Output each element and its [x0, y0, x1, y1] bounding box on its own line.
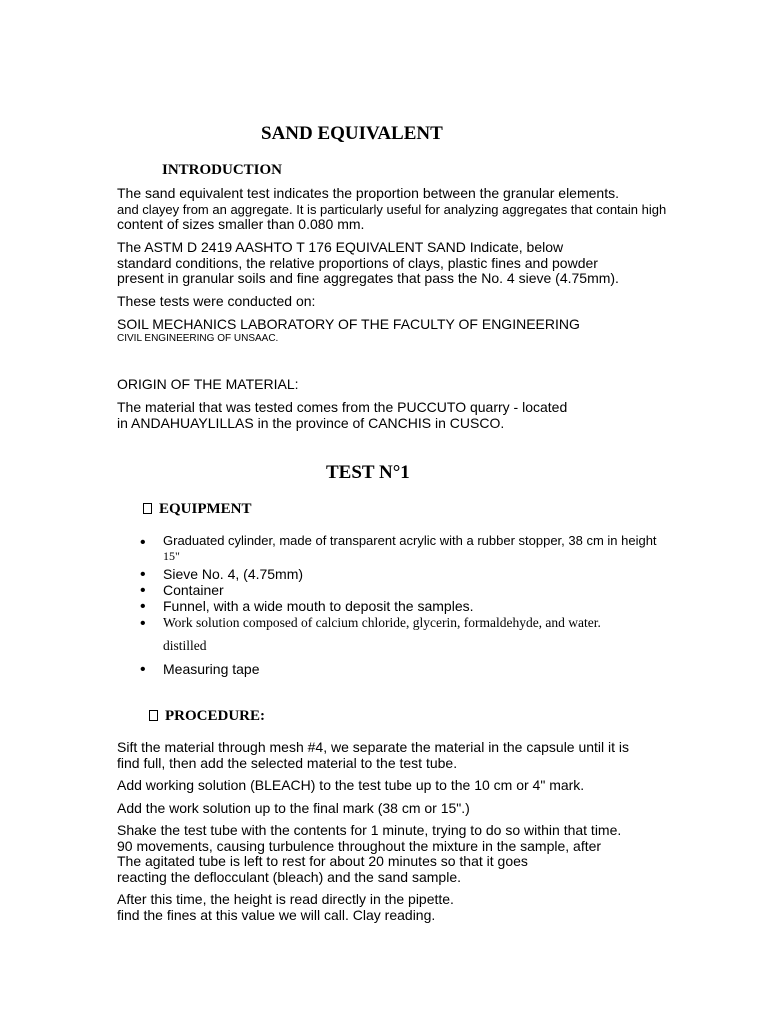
equipment-item-continuation: 15": [163, 549, 180, 563]
text-line: Shake the test tube with the contents for 1 minute, trying to do so within that time.: [117, 822, 622, 838]
equipment-heading-label: EQUIPMENT: [159, 501, 252, 517]
text-line: After this time, the height is read directly in the pipette.: [117, 891, 454, 907]
origin-heading: ORIGIN OF THE MATERIAL:: [117, 376, 299, 392]
text-line: The sand equivalent test indicates the proportion between the granular elements.: [117, 185, 619, 201]
equipment-item: Sieve No. 4, (4.75mm): [163, 566, 304, 582]
text-line: reacting the deflocculant (bleach) and the sand sample.: [117, 868, 461, 885]
equipment-item: Container: [163, 582, 224, 598]
equipment-heading: [143, 501, 252, 518]
origin-paragraph: [117, 400, 567, 431]
bullet-icon: •: [140, 582, 146, 599]
bullet-icon: •: [140, 661, 146, 678]
procedure-step-4: [117, 823, 621, 885]
intro-paragraph-3: These tests were conducted on:: [117, 293, 316, 309]
text-line: find full, then add the selected material to the test tube.: [117, 754, 458, 771]
test-heading: TEST N°1: [326, 462, 410, 483]
document-title: SAND EQUIVALENT: [261, 123, 443, 144]
lab-line-1: SOIL MECHANICS LABORATORY OF THE FACULTY OF ENGINEERING: [117, 316, 580, 332]
bullet-icon: •: [140, 615, 146, 632]
bullet-icon: •: [140, 566, 146, 583]
text-line: The material that was tested comes from the PUCCUTO quarry - located: [117, 399, 568, 415]
introduction-heading: INTRODUCTION: [162, 162, 283, 178]
equipment-item: Work solution composed of calcium chloride, glycerin, formaldehyde, and water.: [163, 615, 601, 630]
equipment-item: Graduated cylinder, made of transparent acrylic with a rubber stopper, 38 cm in height: [163, 533, 657, 548]
text-line: present in granular soils and fine aggregates that pass the No. 4 sieve (4.75mm).: [117, 270, 619, 286]
text-line: standard conditions, the relative proportions of clays, plastic fines and powder: [117, 254, 598, 271]
text-line: in ANDAHUAYLILLAS in the province of CANCHIS in CUSCO.: [117, 414, 505, 431]
procedure-heading: [149, 708, 265, 725]
text-line: content of sizes smaller than 0.080 mm.: [117, 216, 365, 232]
lab-name: [117, 317, 580, 345]
intro-paragraph-1: [117, 186, 666, 233]
bullet-icon: •: [140, 534, 146, 551]
procedure-heading-label: PROCEDURE:: [165, 708, 265, 724]
lab-line-2: CIVIL ENGINEERING OF UNSAAC.: [117, 332, 279, 344]
equipment-item: Funnel, with a wide mouth to deposit the samples.: [163, 598, 474, 614]
equipment-item-continuation: distilled: [163, 638, 207, 653]
bullet-icon: •: [140, 598, 146, 615]
text-line: The agitated tube is left to rest for about 20 minutes so that it goes: [117, 853, 528, 869]
text-line: find the fines at this value we will call. Clay reading.: [117, 906, 436, 923]
text-line: The ASTM D 2419 AASHTO T 176 EQUIVALENT SAND Indicate, below: [117, 239, 564, 255]
procedure-step-3: Add the work solution up to the final mark (38 cm or 15".): [117, 800, 470, 816]
text-line: and clayey from an aggregate. It is particularly useful for analyzing aggregates that contain high: [117, 201, 667, 217]
equipment-item: Measuring tape: [163, 661, 260, 677]
procedure-step-1: [117, 740, 629, 771]
text-line: 90 movements, causing turbulence throughout the mixture in the sample, after: [117, 837, 602, 854]
checkbox-icon: [149, 710, 158, 721]
checkbox-icon: [143, 503, 152, 514]
text-line: Sift the material through mesh #4, we separate the material in the capsule until it is: [117, 739, 630, 755]
procedure-step-5: [117, 892, 454, 923]
procedure-step-2: Add working solution (BLEACH) to the test tube up to the 10 cm or 4" mark.: [117, 777, 585, 793]
intro-paragraph-2: [117, 240, 619, 287]
